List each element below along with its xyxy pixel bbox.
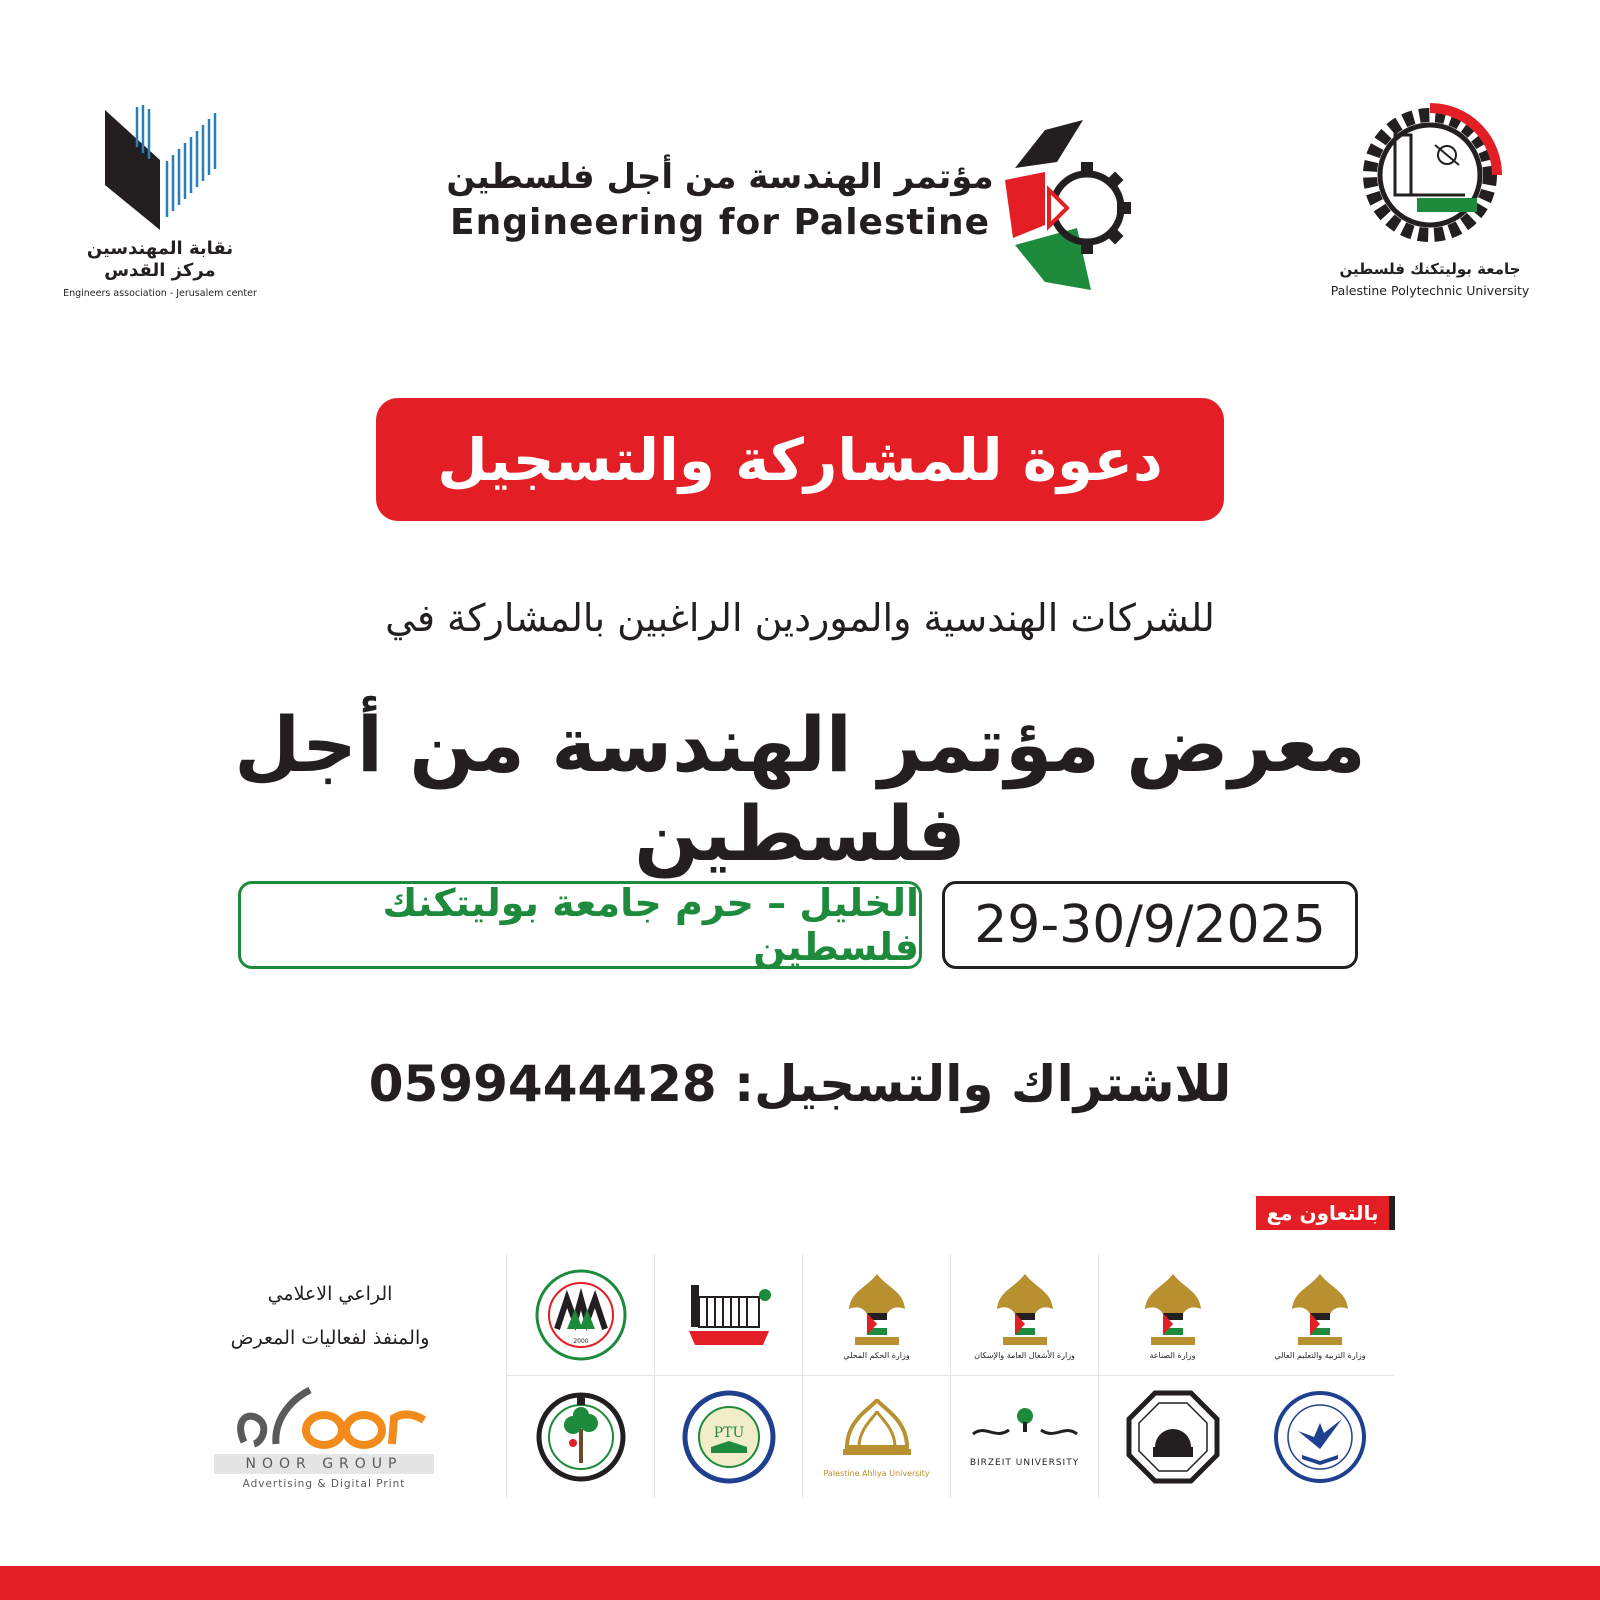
conference-title-en: Engineering for Palestine	[450, 202, 990, 243]
conference-title	[440, 155, 1000, 247]
ppu-logo	[1325, 100, 1535, 310]
date-box: 29-30/9/2025	[942, 881, 1358, 969]
svg-text:PTU: PTU	[713, 1425, 744, 1441]
ppu-seal-icon	[1355, 100, 1505, 250]
bottom-red-bar	[0, 1566, 1600, 1600]
partner-ministry-public-works	[950, 1254, 1098, 1376]
palestine-ahliya-university-dome-icon	[837, 1397, 917, 1467]
engineers-association-name-ar-1: نقابة المهندسين	[86, 238, 234, 259]
partner-caption: وزارة التربية والتعليم العالي	[1274, 1351, 1366, 1360]
ppu-name-ar: جامعة بوليتكنك فلسطين	[1339, 260, 1521, 278]
partner-ministry-local-government	[802, 1254, 950, 1376]
hebron-municipality-icon	[679, 1275, 779, 1355]
media-sponsor-line-1: الراعي الاعلامي	[267, 1283, 393, 1305]
noor-brand: NOOR GROUP	[214, 1454, 434, 1474]
registration-line	[200, 1055, 1400, 1113]
partner-caption: وزارة الصناعة	[1149, 1351, 1196, 1360]
al-quds-university-seal-icon	[1125, 1389, 1221, 1485]
engineers-association-name-en: Engineers association - Jerusalem center	[63, 288, 257, 299]
arab-american-university-seal-icon	[533, 1267, 629, 1363]
conference-title-ar: مؤتمر الهندسة من أجل فلسطين	[446, 157, 994, 197]
palestine-eagle-icon	[1290, 1269, 1350, 1349]
palestine-eagle-icon	[1143, 1269, 1203, 1349]
partner-palestine-technical-university	[654, 1376, 802, 1498]
media-sponsor-line-2: والمنفذ لفعاليات المعرض	[230, 1327, 430, 1349]
partner-hebron-municipality	[654, 1254, 802, 1376]
invitation-banner: دعوة للمشاركة والتسجيل	[376, 398, 1224, 521]
registration-phone: 0599444428	[368, 1055, 717, 1113]
palestine-eagle-icon	[847, 1269, 907, 1349]
lead-text: للشركات الهندسية والموردين الراغبين بالمشاركة في	[385, 596, 1215, 640]
palestine-technical-university-seal-icon	[681, 1389, 777, 1485]
conference-gear-logo-icon	[1005, 120, 1145, 295]
partner-ministry-education	[1246, 1254, 1394, 1376]
partner-arab-american-university	[506, 1254, 654, 1376]
partner-palestine-ahliya-university	[802, 1376, 950, 1498]
partner-caption: BIRZEIT UNIVERSITY	[969, 1458, 1080, 1468]
palestine-eagle-icon	[995, 1269, 1055, 1349]
partner-ministry-industry	[1098, 1254, 1246, 1376]
partner-logo-grid	[506, 1254, 1394, 1498]
engineers-association-mark-icon	[105, 105, 225, 230]
birzeit-university-logo-icon	[965, 1406, 1085, 1456]
exhibition-title: معرض مؤتمر الهندسة من أجل فلسطين	[234, 700, 1366, 878]
partner-hebron-university	[506, 1376, 654, 1498]
media-sponsor	[210, 1272, 450, 1360]
engineers-association-name-ar-2: مركز القدس	[104, 260, 216, 281]
noor-wordmark-icon	[214, 1380, 440, 1455]
partner-birzeit-university	[950, 1376, 1098, 1498]
partner-al-quds-university	[1098, 1376, 1246, 1498]
engineers-association-logo	[60, 100, 270, 310]
location-box: الخليل – حرم جامعة بوليتكنك فلسطين	[238, 881, 922, 969]
partner-caption: وزارة الأشغال العامة والإسكان	[974, 1351, 1075, 1360]
partner-caption: وزارة الحكم المحلي	[843, 1351, 910, 1360]
svg-text:2000: 2000	[572, 1337, 589, 1345]
collaboration-tag: بالتعاون مع	[1256, 1196, 1395, 1230]
hebron-university-seal-icon	[533, 1389, 629, 1485]
partner-caption: Palestine Ahliya University	[823, 1468, 930, 1478]
partner-an-najah-university	[1246, 1376, 1394, 1498]
noor-group-logo	[214, 1380, 440, 1495]
noor-tagline: Advertising & Digital Print	[242, 1478, 406, 1490]
an-najah-university-seal-icon	[1272, 1389, 1368, 1485]
registration-label: للاشتراك والتسجيل:	[734, 1055, 1232, 1113]
ppu-name-en: Palestine Polytechnic University	[1330, 283, 1530, 298]
